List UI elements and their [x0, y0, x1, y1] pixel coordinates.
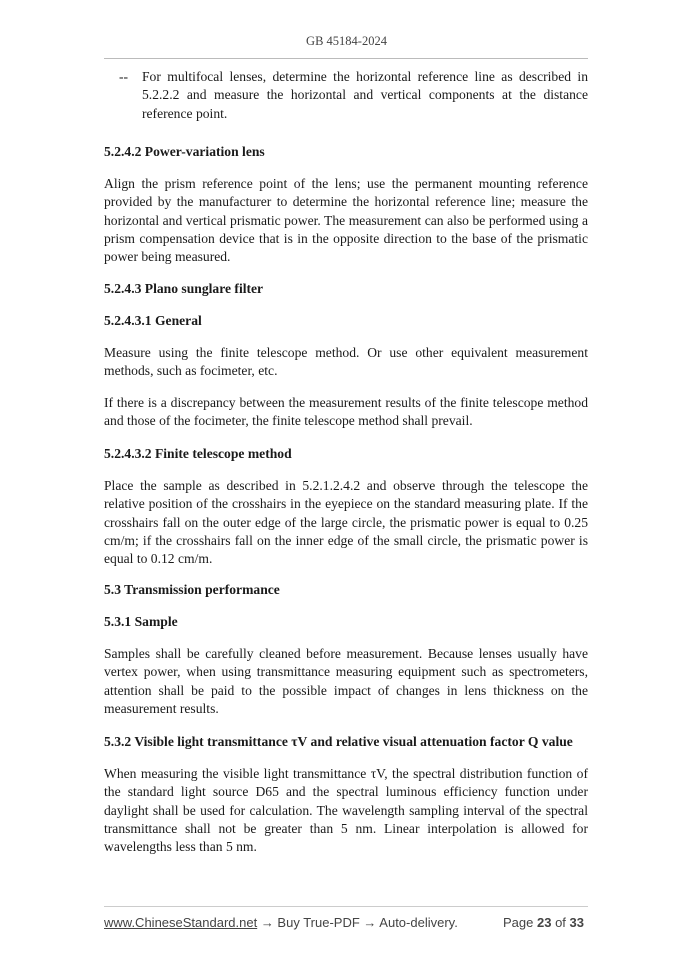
section-5-2-4-2-paragraph: Align the prism reference point of the lens; use the permanent mounting reference provided by the manufacturer to determine the horizontal reference line; measure the horizontal and vertical prismatic power. The measurement can also be performed using a prism compensation device that is in the opposite direction to the base of the prismatic power being measured.: [104, 176, 588, 265]
page-footer: [104, 915, 588, 930]
section-5-2-4-3-1-heading: 5.2.4.3.1 General: [104, 313, 202, 328]
website-link[interactable]: www.ChineseStandard.net: [104, 915, 258, 930]
footer-text: → Buy True-PDF → Auto-delivery.: [257, 915, 458, 930]
section-5-2-4-3-2-heading: 5.2.4.3.2 Finite telescope method: [104, 446, 292, 461]
footer-rule: [104, 906, 588, 907]
section-5-3-2-heading: 5.3.2 Visible light transmittance τV and relative visual attenuation factor Q value: [104, 734, 573, 749]
dash-marker: --: [119, 69, 129, 84]
page-label: Page: [502, 915, 534, 930]
section-5-3-2-paragraph: When measuring the visible light transmittance τV, the spectral distribution function of the standard light source D65 and the spectral luminous efficiency function under daylight shall be used for calculation. The wavelength sampling interval of the spectral transmittance shall not be greater than 5 nm. Linear interpolation is allowed for wavelengths less than 5 nm.: [104, 766, 588, 855]
section-5-2-4-3-heading: 5.2.4.3 Plano sunglare filter: [104, 281, 264, 296]
page-number: [503, 915, 584, 930]
dash-item: For multifocal lenses, determine the horizontal reference line as described in 5.2.2.2 and measure the horizontal and vertical components at the distance reference point.: [142, 69, 588, 121]
page-header: GB 45184-2024: [306, 34, 387, 48]
section-5-2-4-2-heading: 5.2.4.2 Power-variation lens: [104, 144, 265, 159]
section-5-2-4-3-1-paragraph-2: If there is a discrepancy between the measurement results of the finite telescope method and those of the focimeter, the finite telescope method shall prevail.: [104, 395, 588, 429]
section-5-3-heading: 5.3 Transmission performance: [104, 582, 280, 597]
section-5-3-1-paragraph: Samples shall be carefully cleaned before measurement. Because lenses usually have vertex power, when using transmittance measuring equipment such as spectrometers, attention shall be paid to the possible impact of changes in lens thickness on the measurement results.: [104, 646, 588, 716]
section-5-2-4-3-2-paragraph: Place the sample as described in 5.2.1.2.4.2 and observe through the telescope the relative position of the crosshairs in the eyepiece on the standard measuring plate. If the crosshairs fall on the outer edge of the large circle, the prismatic power is equal to 0.25 cm/m; if the crosshairs fall on the inner edge of the small circle, the prismatic power is equal to 0.12 cm/m.: [104, 478, 588, 567]
current-page: 23: [536, 915, 552, 930]
section-5-3-1-heading: 5.3.1 Sample: [104, 614, 178, 629]
section-5-2-4-3-1-paragraph-1: Measure using the finite telescope method. Or use other equivalent measurement methods, such as focimeter, etc.: [104, 345, 588, 379]
total-pages: 33: [569, 915, 584, 930]
of-label: of: [555, 915, 566, 930]
header-rule: [104, 58, 588, 59]
